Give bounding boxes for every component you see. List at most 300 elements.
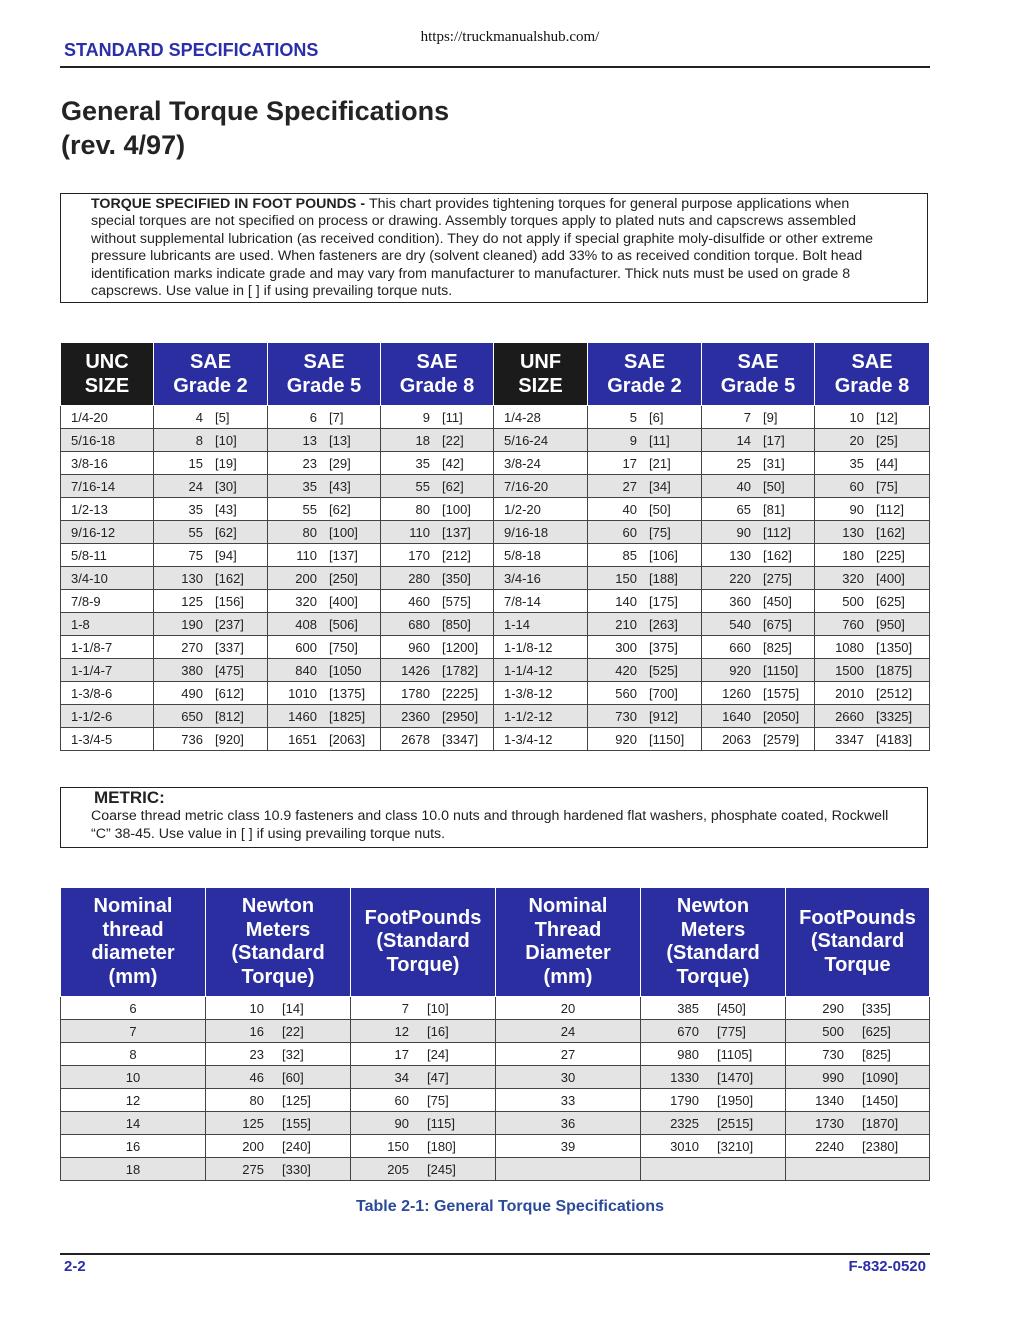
torque-value-cell bbox=[381, 636, 494, 659]
standard-torque-value: 34 bbox=[394, 1069, 409, 1085]
torque-value-cell bbox=[381, 682, 494, 705]
table-row bbox=[61, 1066, 930, 1089]
torque-column-header bbox=[494, 343, 588, 406]
torque-value: 210 bbox=[615, 616, 637, 632]
torque-value: 9 bbox=[422, 409, 430, 425]
torque-column-header bbox=[381, 343, 494, 406]
column-header-line: SIZE bbox=[518, 375, 563, 397]
torque-value: 4 bbox=[195, 409, 203, 425]
torque-value: 540 bbox=[729, 616, 751, 632]
prevailing-torque-value: [1350] bbox=[876, 639, 913, 655]
torque-value: 920 bbox=[729, 662, 751, 678]
prevailing-torque-value: [22] bbox=[282, 1023, 304, 1039]
column-header-line: SAE bbox=[189, 351, 232, 373]
prevailing-torque-value: [42] bbox=[442, 455, 464, 471]
size-cell: 9/16-12 bbox=[61, 521, 154, 544]
torque-value: 2660 bbox=[835, 708, 864, 724]
torque-value: 6 bbox=[309, 409, 317, 425]
torque-value-cell bbox=[702, 613, 815, 636]
torque-value-cell bbox=[815, 567, 930, 590]
torque-value-cell bbox=[154, 682, 268, 705]
torque-value: 1260 bbox=[722, 685, 751, 701]
metric-column-header bbox=[641, 888, 786, 997]
prevailing-torque-value: [162] bbox=[763, 547, 792, 563]
metric-table-header-row bbox=[61, 888, 930, 997]
size-cell: 5/16-18 bbox=[61, 429, 154, 452]
metric-column-header bbox=[61, 888, 206, 997]
column-header-line: (mm) bbox=[543, 965, 593, 988]
torque-value-cell bbox=[381, 728, 494, 751]
torque-column-header bbox=[61, 343, 154, 406]
torque-value: 320 bbox=[295, 593, 317, 609]
standard-torque-value: 7 bbox=[401, 1000, 409, 1016]
torque-value: 60 bbox=[622, 524, 637, 540]
prevailing-torque-value: [4183] bbox=[876, 731, 913, 747]
prevailing-torque-value: [43] bbox=[329, 478, 351, 494]
torque-value-cell bbox=[588, 728, 702, 751]
column-header-line: Torque) bbox=[386, 953, 460, 976]
diameter-cell: 12 bbox=[61, 1089, 206, 1112]
standard-torque-value: 290 bbox=[822, 1000, 844, 1016]
prevailing-torque-value: [2225] bbox=[442, 685, 479, 701]
column-header-line: UNC bbox=[85, 351, 129, 373]
torque-value-cell bbox=[815, 613, 930, 636]
standard-torque-value: 1330 bbox=[670, 1069, 699, 1085]
prevailing-torque-value: [240] bbox=[282, 1138, 311, 1154]
column-header-line: Nominal bbox=[93, 895, 173, 917]
torque-value-cell bbox=[268, 544, 381, 567]
torque-value-cell bbox=[268, 521, 381, 544]
prevailing-torque-value: [3210] bbox=[717, 1138, 754, 1154]
torque-value: 1780 bbox=[401, 685, 430, 701]
torque-value: 1426 bbox=[401, 662, 430, 678]
table-row bbox=[61, 682, 930, 705]
size-cell: 1-3/8-6 bbox=[61, 682, 154, 705]
standard-torque-value: 730 bbox=[822, 1046, 844, 1062]
torque-value: 65 bbox=[736, 501, 751, 517]
torque-value: 2010 bbox=[835, 685, 864, 701]
torque-value: 80 bbox=[415, 501, 430, 517]
torque-value-cell bbox=[381, 406, 494, 429]
column-header-line: diameter bbox=[91, 942, 175, 964]
torque-value-cell bbox=[588, 429, 702, 452]
column-header-line: Nominal bbox=[528, 895, 608, 917]
diameter-cell: 18 bbox=[61, 1158, 206, 1181]
column-header-line: Grade 2 bbox=[173, 375, 248, 397]
torque-value: 420 bbox=[615, 662, 637, 678]
prevailing-torque-value: [2380] bbox=[862, 1138, 899, 1154]
prevailing-torque-value: [11] bbox=[442, 409, 463, 425]
torque-value: 9 bbox=[629, 432, 637, 448]
torque-value: 125 bbox=[181, 593, 203, 609]
torque-value: 1651 bbox=[288, 731, 317, 747]
prevailing-torque-value: [2050] bbox=[763, 708, 800, 724]
metric-value-cell bbox=[351, 1043, 496, 1066]
size-cell: 3/8-24 bbox=[494, 452, 588, 475]
prevailing-torque-value: [24] bbox=[427, 1046, 449, 1062]
column-header-line: Grade 8 bbox=[834, 375, 910, 397]
size-cell: 9/16-18 bbox=[494, 521, 588, 544]
torque-value-cell bbox=[588, 544, 702, 567]
torque-value-cell bbox=[381, 429, 494, 452]
torque-value: 55 bbox=[415, 478, 430, 494]
prevailing-torque-value: [625] bbox=[862, 1023, 891, 1039]
prevailing-torque-value: [750] bbox=[329, 639, 358, 655]
prevailing-torque-value: [29] bbox=[329, 455, 351, 471]
prevailing-torque-value: [137] bbox=[442, 524, 471, 540]
torque-value-cell bbox=[702, 406, 815, 429]
prevailing-torque-value: [237] bbox=[215, 616, 244, 632]
torque-value: 8 bbox=[195, 432, 203, 448]
table-row bbox=[61, 406, 930, 429]
torque-value: 300 bbox=[615, 639, 637, 655]
standard-torque-value: 150 bbox=[387, 1138, 409, 1154]
torque-value-cell bbox=[381, 475, 494, 498]
torque-value-cell bbox=[588, 682, 702, 705]
prevailing-torque-value: [31] bbox=[763, 455, 785, 471]
torque-value-cell bbox=[381, 498, 494, 521]
column-header-line: Newton bbox=[676, 895, 750, 917]
column-header-line: Torque) bbox=[241, 965, 315, 988]
torque-value-cell bbox=[154, 429, 268, 452]
column-header-line: FootPounds bbox=[364, 906, 482, 929]
torque-value-cell bbox=[702, 590, 815, 613]
diameter-cell: 7 bbox=[61, 1020, 206, 1043]
size-cell: 7/8-9 bbox=[61, 590, 154, 613]
torque-table bbox=[60, 342, 930, 751]
diameter-cell: 30 bbox=[496, 1066, 641, 1089]
metric-value-cell bbox=[786, 1043, 930, 1066]
torque-note-lead: TORQUE SPECIFIED IN FOOT POUNDS - bbox=[91, 196, 369, 212]
size-cell: 1-1/8-7 bbox=[61, 636, 154, 659]
metric-value-cell bbox=[351, 1089, 496, 1112]
size-cell: 5/16-24 bbox=[494, 429, 588, 452]
torque-value-cell bbox=[268, 613, 381, 636]
torque-value: 90 bbox=[736, 524, 751, 540]
size-cell: 5/8-11 bbox=[61, 544, 154, 567]
standard-torque-value: 2325 bbox=[670, 1115, 699, 1131]
torque-value-cell bbox=[702, 498, 815, 521]
metric-value-cell bbox=[351, 1158, 496, 1181]
prevailing-torque-value: [2515] bbox=[717, 1115, 754, 1131]
prevailing-torque-value: [330] bbox=[282, 1161, 311, 1177]
table-row bbox=[61, 1089, 930, 1112]
standard-torque-value: 500 bbox=[822, 1023, 844, 1039]
prevailing-torque-value: [1200] bbox=[442, 639, 479, 655]
diameter-cell: 24 bbox=[496, 1020, 641, 1043]
size-cell: 5/8-18 bbox=[494, 544, 588, 567]
prevailing-torque-value: [625] bbox=[876, 593, 905, 609]
prevailing-torque-value: [1782] bbox=[442, 662, 479, 678]
size-cell: 1-8 bbox=[61, 613, 154, 636]
torque-value: 760 bbox=[842, 616, 864, 632]
torque-value: 3347 bbox=[835, 731, 864, 747]
torque-value-cell bbox=[154, 728, 268, 751]
torque-value-cell bbox=[268, 452, 381, 475]
table-row bbox=[61, 1158, 930, 1181]
torque-value-cell bbox=[815, 521, 930, 544]
torque-value: 110 bbox=[296, 547, 317, 563]
table-caption: Table 2-1: General Torque Specifications bbox=[356, 1198, 664, 1215]
torque-column-header bbox=[815, 343, 930, 406]
metric-column-header bbox=[786, 888, 930, 997]
torque-value-cell bbox=[268, 429, 381, 452]
torque-value: 920 bbox=[615, 731, 637, 747]
torque-value: 190 bbox=[181, 616, 203, 632]
prevailing-torque-value: [475] bbox=[215, 662, 244, 678]
metric-value-cell bbox=[786, 1020, 930, 1043]
prevailing-torque-value: [250] bbox=[329, 570, 358, 586]
column-header-line: Grade 8 bbox=[399, 375, 475, 397]
prevailing-torque-value: [775] bbox=[717, 1023, 746, 1039]
standard-torque-value: 200 bbox=[242, 1138, 264, 1154]
torque-value: 1500 bbox=[835, 662, 864, 678]
table-row bbox=[61, 1043, 930, 1066]
table-row bbox=[61, 728, 930, 751]
torque-value: 60 bbox=[849, 478, 864, 494]
torque-value: 280 bbox=[408, 570, 430, 586]
torque-value: 380 bbox=[181, 662, 203, 678]
torque-note-body: This chart provides tightening torques for general purpose applications when special torques are not specified on process or drawing. Assembly torques apply to plated nuts and capscrews assembled without supplemental lubrication (as received condition). They do not apply if special graphite moly-disulfide or other extreme pressure lubricants are used. When fasteners are dry (solvent cleaned) add 33% to as received condition torque. Bolt head identification marks indicate grade and may vary from manufacturer to manufacturer. Thick nuts must be used on grade 8 capscrews. Use value in [ ] if using prevailing torque nuts. bbox=[91, 196, 874, 300]
prevailing-torque-value: [5] bbox=[215, 409, 230, 425]
metric-value-cell bbox=[641, 997, 786, 1020]
size-cell: 1-14 bbox=[494, 613, 588, 636]
standard-torque-value: 1790 bbox=[670, 1092, 699, 1108]
size-cell: 3/4-10 bbox=[61, 567, 154, 590]
prevailing-torque-value: [506] bbox=[329, 616, 358, 632]
prevailing-torque-value: [6] bbox=[649, 409, 664, 425]
torque-value: 320 bbox=[842, 570, 864, 586]
torque-column-header bbox=[702, 343, 815, 406]
torque-value-cell bbox=[268, 498, 381, 521]
torque-value-cell bbox=[815, 705, 930, 728]
column-header-line: Torque bbox=[824, 953, 891, 976]
torque-value: 130 bbox=[729, 547, 751, 563]
torque-value-cell bbox=[588, 498, 702, 521]
diameter-cell: 39 bbox=[496, 1135, 641, 1158]
torque-value: 55 bbox=[188, 524, 203, 540]
torque-value: 130 bbox=[181, 570, 203, 586]
torque-value: 15 bbox=[188, 455, 203, 471]
metric-value-cell bbox=[206, 997, 351, 1020]
torque-value-cell bbox=[702, 636, 815, 659]
torque-value-cell bbox=[154, 544, 268, 567]
prevailing-torque-value: [1870] bbox=[862, 1115, 899, 1131]
metric-value-cell bbox=[786, 1112, 930, 1135]
torque-value-cell bbox=[268, 475, 381, 498]
torque-value: 2063 bbox=[722, 731, 751, 747]
metric-value-cell bbox=[641, 1043, 786, 1066]
prevailing-torque-value: [188] bbox=[649, 570, 678, 586]
metric-value-cell bbox=[786, 1089, 930, 1112]
torque-value: 25 bbox=[736, 455, 751, 471]
torque-value-cell bbox=[702, 475, 815, 498]
column-header-line: Grade 5 bbox=[286, 375, 362, 397]
metric-table bbox=[60, 887, 930, 1181]
prevailing-torque-value: [275] bbox=[763, 570, 792, 586]
torque-value-cell bbox=[381, 613, 494, 636]
size-cell: 3/4-16 bbox=[494, 567, 588, 590]
size-cell: 1-1/2-12 bbox=[494, 705, 588, 728]
diameter-cell: 10 bbox=[61, 1066, 206, 1089]
page-number: 2-2 bbox=[64, 1258, 86, 1275]
prevailing-torque-value: [1090] bbox=[862, 1069, 899, 1085]
torque-value-cell bbox=[268, 567, 381, 590]
column-header-line: (mm) bbox=[108, 965, 158, 988]
prevailing-torque-value: [450] bbox=[763, 593, 792, 609]
torque-value: 13 bbox=[302, 432, 317, 448]
prevailing-torque-value: [2512] bbox=[876, 685, 913, 701]
torque-value-cell bbox=[702, 705, 815, 728]
table-row bbox=[61, 659, 930, 682]
metric-column-header bbox=[351, 888, 496, 997]
column-header-line: SAE bbox=[303, 351, 345, 373]
standard-torque-value: 385 bbox=[677, 1000, 699, 1016]
prevailing-torque-value: [100] bbox=[329, 524, 358, 540]
torque-value-cell bbox=[588, 590, 702, 613]
standard-torque-value: 1340 bbox=[815, 1092, 844, 1108]
standard-torque-value: 1730 bbox=[815, 1115, 844, 1131]
prevailing-torque-value: [112] bbox=[876, 501, 904, 517]
size-cell: 1-3/8-12 bbox=[494, 682, 588, 705]
metric-value-cell bbox=[206, 1135, 351, 1158]
prevailing-torque-value: [2579] bbox=[763, 731, 800, 747]
prevailing-torque-value: [225] bbox=[876, 547, 905, 563]
metric-value-cell bbox=[351, 1112, 496, 1135]
metric-value-cell bbox=[641, 1020, 786, 1043]
prevailing-torque-value: [112] bbox=[763, 524, 791, 540]
torque-value-cell bbox=[815, 659, 930, 682]
torque-value: 55 bbox=[302, 501, 317, 517]
column-header-line: thread bbox=[102, 918, 164, 941]
prevailing-torque-value: [950] bbox=[876, 616, 905, 632]
torque-value-cell bbox=[154, 452, 268, 475]
standard-torque-value: 670 bbox=[677, 1023, 699, 1039]
size-cell: 1-1/8-12 bbox=[494, 636, 588, 659]
metric-value-cell bbox=[351, 1135, 496, 1158]
torque-value: 18 bbox=[415, 432, 430, 448]
torque-value: 90 bbox=[849, 501, 864, 517]
torque-value-cell bbox=[154, 613, 268, 636]
prevailing-torque-value: [1150] bbox=[763, 662, 799, 678]
column-header-line: (Standard bbox=[666, 942, 760, 964]
standard-torque-value: 275 bbox=[242, 1161, 264, 1177]
standard-torque-value: 980 bbox=[677, 1046, 699, 1062]
prevailing-torque-value: [912] bbox=[649, 708, 678, 724]
torque-column-header bbox=[268, 343, 381, 406]
diameter-cell: 27 bbox=[496, 1043, 641, 1066]
torque-value-cell bbox=[381, 590, 494, 613]
torque-value: 500 bbox=[842, 593, 864, 609]
column-header-line: Newton bbox=[241, 895, 315, 917]
table-row bbox=[61, 521, 930, 544]
torque-value-cell bbox=[815, 429, 930, 452]
torque-value-cell bbox=[154, 567, 268, 590]
torque-value-cell bbox=[154, 590, 268, 613]
torque-value-cell bbox=[381, 521, 494, 544]
prevailing-torque-value: [19] bbox=[215, 455, 237, 471]
standard-torque-value: 3010 bbox=[670, 1138, 699, 1154]
prevailing-torque-value: [1105] bbox=[717, 1046, 753, 1062]
torque-value: 660 bbox=[729, 639, 751, 655]
torque-value-cell bbox=[815, 475, 930, 498]
prevailing-torque-value: [337] bbox=[215, 639, 244, 655]
prevailing-torque-value: [2950] bbox=[442, 708, 479, 724]
prevailing-torque-value: [43] bbox=[215, 501, 237, 517]
prevailing-torque-value: [34] bbox=[649, 478, 671, 494]
prevailing-torque-value: [825] bbox=[862, 1046, 891, 1062]
torque-value-cell bbox=[588, 452, 702, 475]
torque-value-cell bbox=[154, 406, 268, 429]
torque-value-cell bbox=[588, 705, 702, 728]
torque-value: 680 bbox=[408, 616, 430, 632]
prevailing-torque-value: [575] bbox=[442, 593, 471, 609]
torque-value-cell bbox=[702, 728, 815, 751]
size-cell: 3/8-16 bbox=[61, 452, 154, 475]
torque-value-cell bbox=[815, 728, 930, 751]
table-row bbox=[61, 1020, 930, 1043]
torque-value: 20 bbox=[849, 432, 864, 448]
standard-torque-value: 2240 bbox=[815, 1138, 844, 1154]
prevailing-torque-value: [137] bbox=[329, 547, 358, 563]
torque-table-body bbox=[61, 406, 930, 751]
prevailing-torque-value: [106] bbox=[649, 547, 678, 563]
prevailing-torque-value: [3347] bbox=[442, 731, 479, 747]
size-cell: 7/16-14 bbox=[61, 475, 154, 498]
prevailing-torque-value: [1575] bbox=[763, 685, 800, 701]
torque-value-cell bbox=[815, 682, 930, 705]
torque-value-cell bbox=[588, 613, 702, 636]
prevailing-torque-value: [30] bbox=[215, 478, 237, 494]
torque-value: 35 bbox=[849, 455, 864, 471]
diameter-cell: 33 bbox=[496, 1089, 641, 1112]
torque-value-cell bbox=[815, 636, 930, 659]
torque-value-cell bbox=[702, 544, 815, 567]
prevailing-torque-value: [825] bbox=[763, 639, 792, 655]
torque-value-cell bbox=[381, 452, 494, 475]
torque-value: 35 bbox=[188, 501, 203, 517]
metric-value-cell bbox=[641, 1135, 786, 1158]
prevailing-torque-value: [81] bbox=[763, 501, 785, 517]
prevailing-torque-value: [9] bbox=[763, 409, 778, 425]
torque-value: 1080 bbox=[835, 639, 864, 655]
diameter-cell: 8 bbox=[61, 1043, 206, 1066]
torque-value-cell bbox=[154, 636, 268, 659]
column-header-line: Grade 2 bbox=[607, 375, 682, 397]
source-url: https://truckmanualshub.com/ bbox=[420, 29, 600, 45]
torque-value: 960 bbox=[408, 639, 430, 655]
torque-value-cell bbox=[588, 521, 702, 544]
metric-table-body bbox=[61, 997, 930, 1181]
metric-value-cell bbox=[786, 997, 930, 1020]
torque-value-cell bbox=[154, 705, 268, 728]
torque-value: 270 bbox=[181, 639, 203, 655]
torque-value-cell bbox=[702, 659, 815, 682]
prevailing-torque-value: [3325] bbox=[876, 708, 913, 724]
torque-value-cell bbox=[381, 659, 494, 682]
diameter-cell: 6 bbox=[61, 997, 206, 1020]
column-header-line: Thread bbox=[534, 918, 602, 941]
column-header-line: (Standard bbox=[810, 930, 905, 953]
torque-value: 170 bbox=[408, 547, 430, 563]
prevailing-torque-value: [25] bbox=[876, 432, 898, 448]
prevailing-torque-value: [11] bbox=[649, 432, 670, 448]
prevailing-torque-value: [156] bbox=[215, 593, 244, 609]
standard-torque-value: 60 bbox=[394, 1092, 409, 1108]
prevailing-torque-value: [1875] bbox=[876, 662, 913, 678]
section-header: STANDARD SPECIFICATIONS bbox=[64, 40, 319, 60]
torque-value-cell bbox=[702, 567, 815, 590]
